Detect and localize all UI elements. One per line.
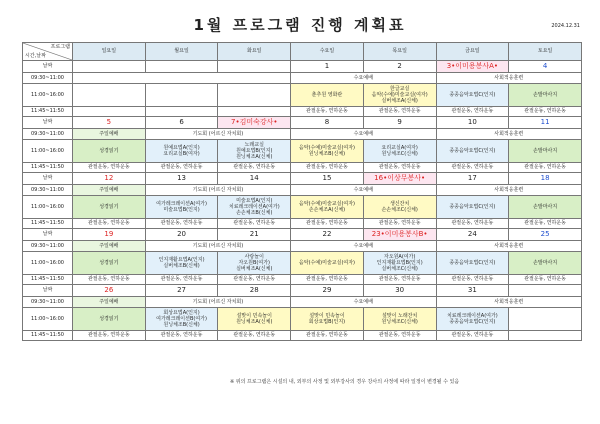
date-cell: 12	[73, 173, 146, 185]
date-cell: 7•김미숙강사•	[218, 117, 291, 129]
exercise-row	[23, 275, 582, 285]
program-line: 음악(수예)미술교실(여자)	[298, 144, 356, 151]
program-cell	[436, 140, 509, 163]
program-cell	[145, 252, 218, 275]
program-line: 미술요법A(인지)	[236, 197, 273, 204]
exercise-row	[23, 219, 582, 229]
date-cell: 16•이상무봉사•	[363, 173, 436, 185]
sunday-service-cell: 주일예배	[73, 129, 146, 140]
program-line: 성경읽기	[99, 259, 119, 266]
exercise-cell: 관절운동, 연하운동	[436, 107, 509, 117]
date-cell: 18	[509, 173, 582, 185]
exercise-cell	[218, 107, 291, 117]
program-line: 종종음악요법C(인지)	[449, 259, 496, 266]
program-line: 원닝체조A(신체)	[236, 154, 273, 161]
program-line: 실버체조B(신체)	[163, 263, 200, 269]
date-cell: 4	[509, 61, 582, 73]
program-cell	[291, 196, 364, 219]
exercise-cell: 관절운동, 연하운동	[509, 163, 582, 173]
date-cell: 11	[509, 117, 582, 129]
exercise-cell: 관절운동, 연하운동	[509, 275, 582, 285]
blank-cell	[73, 73, 291, 84]
exercise-cell: 관절운동, 연하운동	[218, 275, 291, 285]
date-row-label: 날짜	[23, 61, 73, 73]
date-cell: 10	[436, 117, 509, 129]
weekday-header-row	[23, 43, 582, 61]
social-training-cell: 사회적응훈련	[436, 185, 581, 196]
time-label-0930: 09:30~11:00	[23, 241, 73, 252]
program-line: 춘추원 영화관	[311, 91, 343, 98]
document-date: 2024.12.31	[551, 23, 580, 29]
program-line: 손발마사지	[533, 203, 558, 210]
program-row	[23, 308, 582, 331]
prayer-meeting-cell: 기도회 (어르신 자치회)	[145, 241, 290, 252]
program-cell	[509, 308, 582, 331]
exercise-cell: 관절운동, 연하운동	[73, 275, 146, 285]
sunday-service-cell: 주일예배	[73, 185, 146, 196]
program-cell	[291, 84, 364, 107]
time-label-0930: 09:30~11:00	[23, 129, 73, 140]
exercise-cell: 관절운동, 연하운동	[73, 219, 146, 229]
program-line: 설맞이 노래잔치	[381, 312, 418, 319]
program-cell	[218, 84, 291, 107]
morning-row	[23, 241, 582, 252]
program-row	[23, 252, 582, 275]
corner-top-label: 프로그램	[50, 44, 70, 50]
prayer-meeting-cell: 기도회 (어르신 자치회)	[145, 185, 290, 196]
program-line: 종종음악요법C(인지)	[449, 91, 496, 98]
program-line: 여가레크레이션A(여가)	[156, 200, 207, 207]
date-cell: 14	[218, 173, 291, 185]
exercise-cell: 관절운동, 연하운동	[363, 219, 436, 229]
date-row	[23, 117, 582, 129]
program-line: 요리교실A(여자)	[381, 144, 418, 151]
time-label-1145: 11:45~11:50	[23, 163, 73, 173]
date-cell: 23•이미용봉사B•	[363, 229, 436, 241]
exercise-cell: 관절운동, 연하운동	[363, 331, 436, 341]
header-monday: 월요일	[145, 43, 218, 61]
time-label-1145: 11:45~11:50	[23, 219, 73, 229]
wednesday-service-cell: 수요예배	[291, 73, 436, 84]
wednesday-service-cell: 수요예배	[291, 297, 436, 308]
date-cell: 17	[436, 173, 509, 185]
header-saturday: 토요일	[509, 43, 582, 61]
date-cell	[145, 61, 218, 73]
exercise-cell	[73, 107, 146, 117]
program-cell	[436, 196, 509, 219]
time-label-1100: 11:00~16:00	[23, 308, 73, 331]
program-line: 종종음악요법C(인지)	[449, 147, 496, 154]
exercise-cell: 관절운동, 연하운동	[291, 219, 364, 229]
date-cell: 6	[145, 117, 218, 129]
exercise-row	[23, 107, 582, 117]
exercise-cell	[509, 331, 582, 341]
date-cell: 1	[291, 61, 364, 73]
date-cell: 15	[291, 173, 364, 185]
program-line: 손손체조B(신체)	[236, 210, 273, 217]
date-row	[23, 61, 582, 73]
program-line: 종종음악요법C(인지)	[449, 203, 496, 210]
program-line: 인지재활요법B(인지)	[376, 259, 423, 266]
exercise-cell: 관절운동, 연하운동	[509, 219, 582, 229]
program-cell	[291, 252, 364, 275]
program-line: 손손체조A(신체)	[308, 207, 346, 213]
exercise-cell: 관절운동, 연하운동	[218, 331, 291, 341]
program-line: 원닝체조B(신체)	[163, 322, 200, 329]
wednesday-service-cell: 수요예배	[291, 129, 436, 140]
program-cell	[145, 84, 218, 107]
date-row-label: 날짜	[23, 229, 73, 241]
schedule-table	[22, 42, 582, 341]
program-cell	[218, 140, 291, 163]
date-cell: 5	[73, 117, 146, 129]
program-line: 원닝체조C(신체)	[381, 151, 418, 157]
program-line: 원닝체조A(신체)	[236, 319, 273, 325]
program-line: 실버체조C(신체)	[381, 266, 418, 273]
time-label-0930: 09:30~11:00	[23, 73, 73, 84]
time-label-1100: 11:00~16:00	[23, 84, 73, 107]
program-line: 치료레크레이션A(여가)	[228, 203, 280, 210]
program-line: 종종음악요법C(인지)	[449, 319, 496, 325]
date-cell: 20	[145, 229, 218, 241]
program-line: 실버체조A(신체)	[236, 266, 273, 273]
program-line: 사랑놀이	[244, 253, 264, 260]
program-cell	[145, 196, 218, 219]
date-cell	[73, 61, 146, 73]
program-cell	[363, 84, 436, 107]
program-row	[23, 84, 582, 107]
social-training-cell: 사회적응훈련	[436, 297, 581, 308]
wednesday-service-cell: 수요예배	[291, 241, 436, 252]
exercise-cell: 관절운동, 연하운동	[363, 275, 436, 285]
program-line: 성경읽기	[99, 203, 119, 210]
exercise-cell: 관절운동, 연하운동	[363, 107, 436, 117]
exercise-cell: 관절운동, 연하운동	[145, 219, 218, 229]
program-line: 원예요법A(인지)	[163, 144, 200, 151]
program-line: 손발마사지	[533, 91, 558, 98]
date-row	[23, 285, 582, 297]
header-tuesday: 화요일	[218, 43, 291, 61]
date-cell: 22	[291, 229, 364, 241]
exercise-cell: 관절운동, 연하운동	[291, 107, 364, 117]
exercise-cell: 관절운동, 연하운동	[73, 331, 146, 341]
exercise-cell: 관절운동, 연하운동	[436, 275, 509, 285]
exercise-row	[23, 331, 582, 341]
date-row-label: 날짜	[23, 285, 73, 297]
program-line: 성경읽기	[99, 147, 119, 154]
time-label-1145: 11:45~11:50	[23, 275, 73, 285]
program-line: 한글교실	[390, 85, 410, 92]
program-line: 손발마사지	[533, 147, 558, 154]
program-line: 생신잔치	[390, 200, 410, 207]
program-line: 성경읽기	[99, 315, 119, 322]
program-line: 음악(수예)미술교실(여자)	[298, 200, 356, 207]
header-thursday: 목요일	[363, 43, 436, 61]
header-wednesday: 수요일	[291, 43, 364, 61]
morning-row	[23, 73, 582, 84]
sunday-service-cell: 주일예배	[73, 297, 146, 308]
program-cell	[363, 140, 436, 163]
date-cell: 26	[73, 285, 146, 297]
time-label-1100: 11:00~16:00	[23, 252, 73, 275]
program-line: 설맞이 민속놀이	[309, 312, 345, 319]
program-line: 손발마사지	[533, 259, 558, 266]
exercise-cell: 관절운동, 연하운동	[218, 163, 291, 173]
date-row	[23, 229, 582, 241]
time-label-0930: 09:30~11:00	[23, 297, 73, 308]
date-cell: 28	[218, 285, 291, 297]
program-cell	[291, 308, 364, 331]
date-cell: 8	[291, 117, 364, 129]
exercise-row	[23, 163, 582, 173]
exercise-cell: 관절운동, 연하운동	[145, 275, 218, 285]
program-cell	[363, 252, 436, 275]
prayer-meeting-cell: 기도회 (어르신 자치회)	[145, 129, 290, 140]
morning-row	[23, 129, 582, 140]
program-line: 원닝체조B(신체)	[308, 151, 346, 157]
program-line: 자오원B(여가)	[238, 259, 270, 266]
program-line: 실버체조A(신체)	[381, 98, 418, 105]
date-cell: 27	[145, 285, 218, 297]
date-cell: 24	[436, 229, 509, 241]
program-cell	[291, 140, 364, 163]
program-line: 회상요법A(인지)	[163, 309, 200, 316]
page-title: 1월 프로그램 진행 계획표	[193, 16, 407, 34]
program-line: 노래교실	[244, 141, 264, 148]
program-cell	[509, 84, 582, 107]
program-line: 요리교실B(여자)	[163, 151, 200, 157]
exercise-cell: 관절운동, 연하운동	[145, 331, 218, 341]
exercise-cell: 관절운동, 연하운동	[363, 163, 436, 173]
program-cell	[218, 196, 291, 219]
date-cell: 29	[291, 285, 364, 297]
time-label-1100: 11:00~16:00	[23, 196, 73, 219]
social-training-cell: 사회적응훈련	[436, 241, 581, 252]
program-line: 미술요법B(인지)	[163, 207, 200, 213]
program-cell	[509, 252, 582, 275]
program-cell	[218, 252, 291, 275]
exercise-cell: 관절운동, 연하운동	[145, 163, 218, 173]
date-row	[23, 173, 582, 185]
exercise-cell: 관절운동, 연하운동	[218, 219, 291, 229]
date-cell: 3•이미용봉사A•	[436, 61, 509, 73]
program-line: 치료레크레이션A(여가)	[446, 312, 498, 319]
morning-row	[23, 297, 582, 308]
program-row	[23, 140, 582, 163]
program-cell	[73, 196, 146, 219]
exercise-cell: 관절운동, 연하운동	[509, 107, 582, 117]
program-line: 여가레크레이션B(여가)	[156, 315, 207, 322]
date-cell: 31	[436, 285, 509, 297]
program-line: 원닝체조C(신체)	[381, 319, 418, 325]
program-cell	[509, 196, 582, 219]
time-label-1145: 11:45~11:50	[23, 107, 73, 117]
date-cell	[509, 285, 582, 297]
program-cell	[218, 308, 291, 331]
program-cell	[509, 140, 582, 163]
time-label-1100: 11:00~16:00	[23, 140, 73, 163]
date-cell: 2	[363, 61, 436, 73]
prayer-meeting-cell: 기도회 (어르신 자치회)	[145, 297, 290, 308]
date-cell	[218, 61, 291, 73]
header-sunday: 일요일	[73, 43, 146, 61]
header-friday: 금요일	[436, 43, 509, 61]
footnote: ※ 위의 프로그램은 시설의 내, 외부의 사정 및 외부강사의 경우 강사의 사정에 따라 일정이 변경될 수 있음	[230, 379, 460, 385]
program-line: 설맞이 민속놀이	[236, 312, 272, 319]
corner-header-cell	[23, 43, 73, 61]
program-line: 회상요법B(인지)	[308, 319, 346, 325]
exercise-cell: 관절운동, 연하운동	[291, 331, 364, 341]
date-cell: 9	[363, 117, 436, 129]
program-cell	[363, 196, 436, 219]
exercise-cell: 관절운동, 연하운동	[436, 163, 509, 173]
morning-row	[23, 185, 582, 196]
wednesday-service-cell: 수요예배	[291, 185, 436, 196]
exercise-cell: 관절운동, 연하운동	[73, 163, 146, 173]
program-cell	[363, 308, 436, 331]
exercise-cell	[145, 107, 218, 117]
program-cell	[436, 84, 509, 107]
social-training-cell: 사회적응훈련	[436, 73, 581, 84]
program-cell	[73, 252, 146, 275]
exercise-cell: 관절운동, 연하운동	[436, 331, 509, 341]
time-label-0930: 09:30~11:00	[23, 185, 73, 196]
program-line: 음악(수예)미술교실(여자)	[298, 259, 356, 266]
program-cell	[73, 308, 146, 331]
program-cell	[73, 140, 146, 163]
date-cell: 25	[509, 229, 582, 241]
program-cell	[436, 308, 509, 331]
social-training-cell: 사회적응훈련	[436, 129, 581, 140]
date-row-label: 날짜	[23, 173, 73, 185]
date-cell: 19	[73, 229, 146, 241]
program-cell	[436, 252, 509, 275]
date-cell: 30	[363, 285, 436, 297]
program-cell	[145, 140, 218, 163]
program-line: 손손체조C(신체)	[381, 207, 418, 213]
corner-bottom-label: 시간,날짜	[25, 52, 46, 59]
date-cell: 21	[218, 229, 291, 241]
program-cell	[145, 308, 218, 331]
program-line: 원예요법B(인지)	[236, 147, 273, 154]
time-label-1145: 11:45~11:50	[23, 331, 73, 341]
date-cell: 13	[145, 173, 218, 185]
program-row	[23, 196, 582, 219]
exercise-cell: 관절운동, 연하운동	[291, 163, 364, 173]
program-line: 음악(수예)미술교실(여자)	[371, 91, 428, 98]
date-row-label: 날짜	[23, 117, 73, 129]
sunday-service-cell: 주일예배	[73, 241, 146, 252]
exercise-cell: 관절운동, 연하운동	[436, 219, 509, 229]
program-line: 자오원A(여가)	[383, 253, 416, 260]
program-cell	[73, 84, 146, 107]
exercise-cell: 관절운동, 연하운동	[291, 275, 364, 285]
program-line: 인지재활요법A(인지)	[158, 256, 205, 263]
